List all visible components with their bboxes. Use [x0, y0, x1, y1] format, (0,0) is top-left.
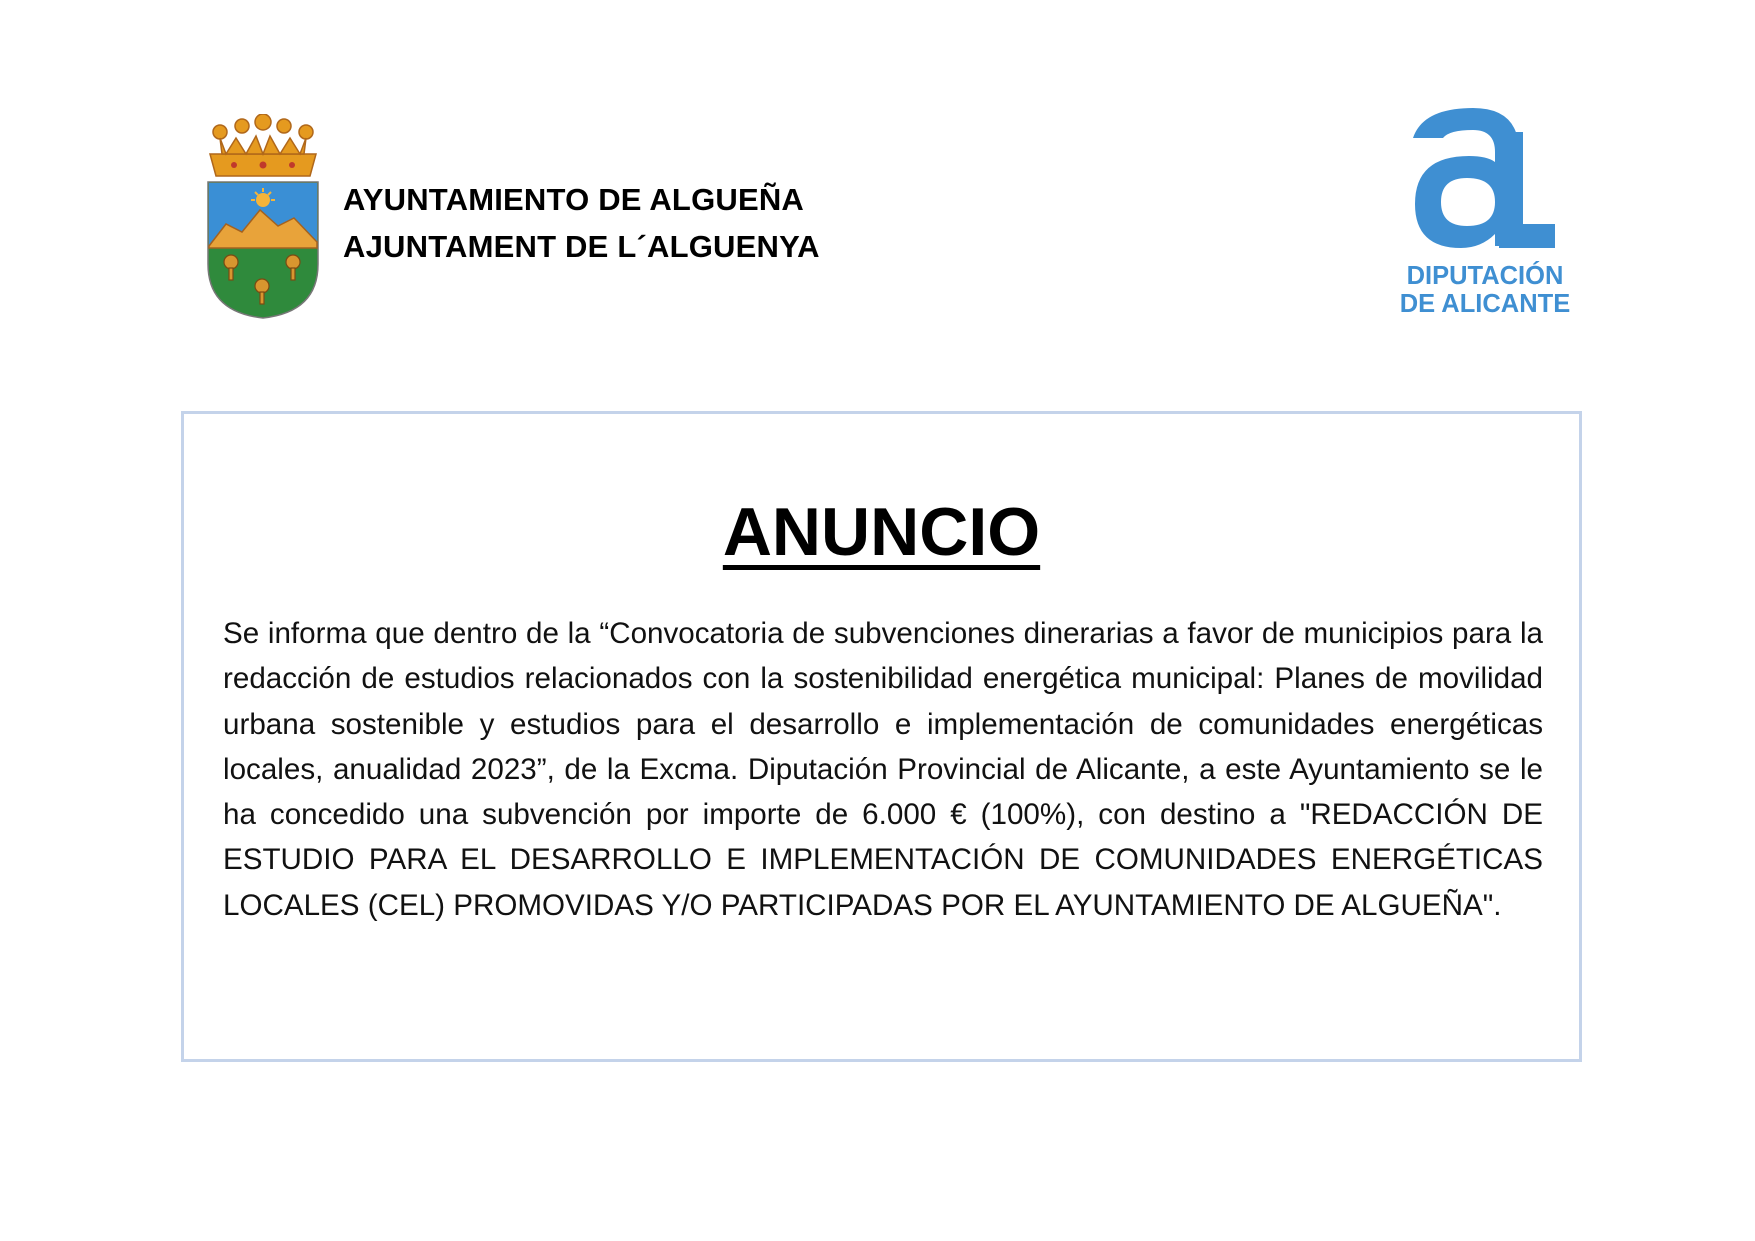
announcement-body: Se informa que dentro de la “Convocatoria de subvenciones dinerarias a favor de municipios para la redacción de estudios relacionados con la sostenibilidad energética municipal: Planes de movilidad urbana sostenible y estudios para el desarrollo e implementación de comunidades energéticas locales, anualidad 2023”, de la Excma. Diputación Provincial de Alicante, a este Ayuntamiento se le ha concedido una subvención por importe de 6.000 € (100%), con destino a "REDACCIÓN DE ESTUDIO PARA EL DESARROLLO E IMPLEMENTACIÓN DE COMUNIDADES ENERGÉTICAS LOCALES (CEL) PROMOVIDAS Y/O PARTICIPADAS POR EL AYUNTAMIENTO DE ALGUEÑA".	[223, 617, 1543, 922]
coat-of-arms-icon	[196, 114, 330, 320]
diputacion-alicante-logo	[1395, 104, 1575, 320]
municipality-name-spanish: AYUNTAMIENTO DE ALGUEÑA	[343, 182, 805, 217]
page-header	[0, 0, 1755, 340]
municipality-names	[343, 176, 820, 270]
diputacion-logo-line-2: DE ALICANTE	[1399, 290, 1571, 318]
municipality-name-valencian: AJUNTAMENT DE L´ALGUENYA	[343, 229, 820, 264]
announcement-title: ANUNCIO	[722, 494, 1041, 570]
diputacion-logo-line-1: DIPUTACIÓN	[1406, 262, 1564, 290]
announcement-box	[181, 411, 1582, 1062]
